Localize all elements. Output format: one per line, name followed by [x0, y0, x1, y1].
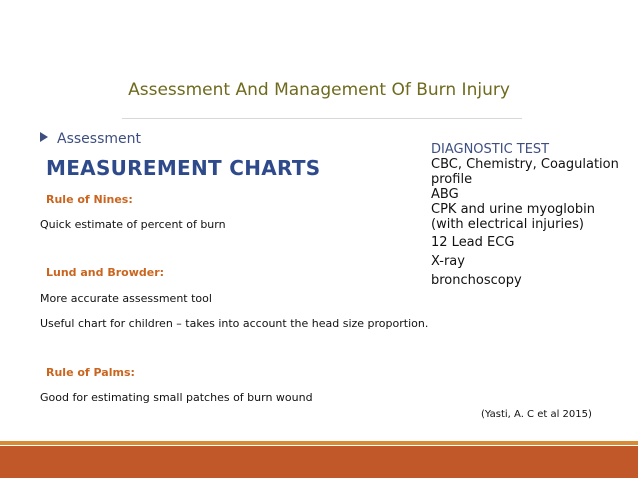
assessment-bullet	[40, 131, 141, 147]
triangle-bullet-icon	[40, 132, 48, 142]
diagnostic-item: CBC, Chemistry, Coagulation	[431, 157, 619, 172]
citation: (Yasti, A. C et al 2015)	[481, 409, 592, 420]
footer-accent-stripe	[0, 441, 638, 445]
diagnostic-test-list	[431, 157, 619, 288]
footer-band	[0, 446, 638, 478]
lund-browder-line-2: Useful chart for children – takes into account the head size proportion.	[40, 317, 429, 330]
rule-of-nines-text: Quick estimate of percent of burn	[40, 218, 226, 231]
rule-of-nines-label: Rule of Nines:	[46, 193, 133, 206]
diagnostic-item: 12 Lead ECG	[431, 235, 515, 250]
title-divider	[122, 118, 522, 119]
diagnostic-item: profile	[431, 172, 473, 187]
rule-of-palms-text: Good for estimating small patches of burn wound	[40, 391, 313, 404]
diagnostic-item: (with electrical injuries)	[431, 217, 584, 232]
diagnostic-item: ABG	[431, 187, 459, 202]
diagnostic-item: CPK and urine myoglobin	[431, 202, 595, 217]
assessment-label: Assessment	[57, 131, 141, 147]
slide-title: Assessment And Management Of Burn Injury	[128, 80, 510, 100]
lund-browder-label: Lund and Browder:	[46, 266, 165, 279]
diagnostic-test-title: DIAGNOSTIC TEST	[431, 142, 550, 157]
lund-browder-line-1: More accurate assessment tool	[40, 292, 212, 305]
measurement-charts-heading: MEASUREMENT CHARTS	[46, 156, 321, 180]
diagnostic-item: X-ray	[431, 254, 465, 269]
rule-of-palms-label: Rule of Palms:	[46, 366, 135, 379]
diagnostic-item: bronchoscopy	[431, 273, 522, 288]
